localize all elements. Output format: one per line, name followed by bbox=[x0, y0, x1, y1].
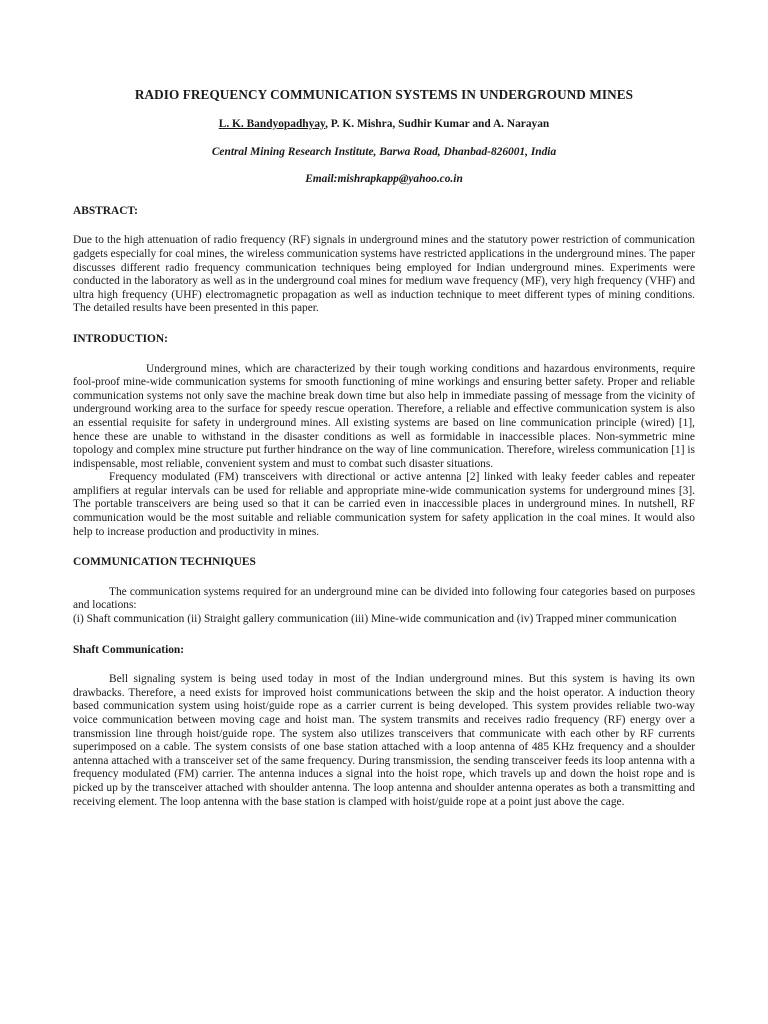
abstract-text: Due to the high attenuation of radio frequency (RF) signals in underground mines and the statutory power restriction of communication gadgets especially for coal mines, the wireless communication systems have restricted applications in the underground mines. The paper discusses different radio frequency communication techniques being employed for Indian underground mines. Experiments were conducted in the laboratory as well as in the underground coal mines for medium wave frequency (MF), very high frequency (VHF) and ultra high frequency (UHF) electromagnetic propagation as well as induction technique to meet different types of mining conditions. The detailed results have been presented in this paper. bbox=[73, 234, 695, 315]
email: Email:mishrapkapp@yahoo.co.in bbox=[305, 173, 463, 186]
shaft-paragraph-1: Bell signaling system is being used today in most of the Indian underground mines. But this system is having its own drawbacks. Therefore, a need exists for improved hoist communications between the skip and the hoist operator. A induction theory based communication system using hoist/guide rope as a carrier current is being developed. This system provides reliable two-way voice communication between moving cage and hoist man. The system transmits and receives radio frequency (RF) energy over a transmission line through hoist/guide rope. The system also utilizes transceivers that communicate with each other by RF currents superimposed on a cable. The system consists of one base station attached with a loop antenna of 485 KHz frequency and a shoulder antenna attached with a transceiver set of the same frequency. During transmission, the sending transceiver feeds its loop antenna with a frequency modulated (FM) carrier. The antenna induces a signal into the hoist rope, which travels up and down the hoist rope and is picked up by the transceiver attached with shoulder antenna. The loop antenna and shoulder antenna operates as both a transmitting and receiving element. The loop antenna with the base station is clamped with hoist/guide rope at a point just above the cage. bbox=[73, 673, 695, 808]
lead-author: L. K. Bandyopadhyay bbox=[218, 118, 326, 130]
abstract-section bbox=[73, 234, 695, 316]
shaft-section bbox=[73, 673, 695, 809]
introduction-heading: INTRODUCTION: bbox=[73, 332, 168, 345]
shaft-heading: Shaft Communication: bbox=[73, 643, 185, 656]
introduction-section bbox=[73, 363, 695, 540]
introduction-paragraph-2: Frequency modulated (FM) transceivers with directional or active antenna [2] linked with leaky feeder cables and repeater amplifiers at regular intervals can be used for reliable and appropriate mine-wide communication systems for underground mines [3]. The portable transceivers are being used so that it can be carried even in inaccessible places in underground mines. In nutshell, RF communication would be the most suitable and reliable communication system for safety application in the coal mines. It would also help to increase production and productivity in mines. bbox=[73, 471, 695, 538]
techniques-section bbox=[73, 586, 695, 627]
techniques-paragraph-1: The communication systems required for an underground mine can be divided into following four categories based on purposes and locations: bbox=[73, 585, 695, 612]
abstract-heading: ABSTRACT: bbox=[73, 204, 138, 217]
paper-title: RADIO FREQUENCY COMMUNICATION SYSTEMS IN UNDERGROUND MINES bbox=[134, 87, 634, 102]
author-line bbox=[73, 118, 695, 132]
introduction-paragraph-1: Underground mines, which are characterized by their tough working conditions and hazardous environments, require fool-proof mine-wide communication systems for smooth functioning of mine workings and ensuring better safety. Proper and reliable communication systems not only save the machine break down time but also help in immediate passing of message from the vicinity of underground working area to the surface for speedy rescue operation. Therefore, a reliable and effective communication system is also an essential requisite for safety in underground mines. All existing systems are based on line communication principle (wired) [1], hence these are unable to withstand in the disaster conditions as well as formidable in inaccessible places. Non-symmetric mine topology and complex mine structure put further hindrance on the way of line communication. Therefore, wireless communication [1] is indispensable, most reliable, convenient system and must to combat such disaster situations. bbox=[73, 362, 695, 470]
techniques-heading: COMMUNICATION TECHNIQUES bbox=[73, 556, 256, 569]
affiliation: Central Mining Research Institute, Barwa Road, Dhanbad-826001, India bbox=[211, 145, 557, 158]
techniques-paragraph-2: (i) Shaft communication (ii) Straight gallery communication (iii) Mine-wide communication and (iv) Trapped miner communication bbox=[73, 613, 677, 626]
co-authors: , P. K. Mishra, Sudhir Kumar and A. Narayan bbox=[325, 118, 550, 130]
